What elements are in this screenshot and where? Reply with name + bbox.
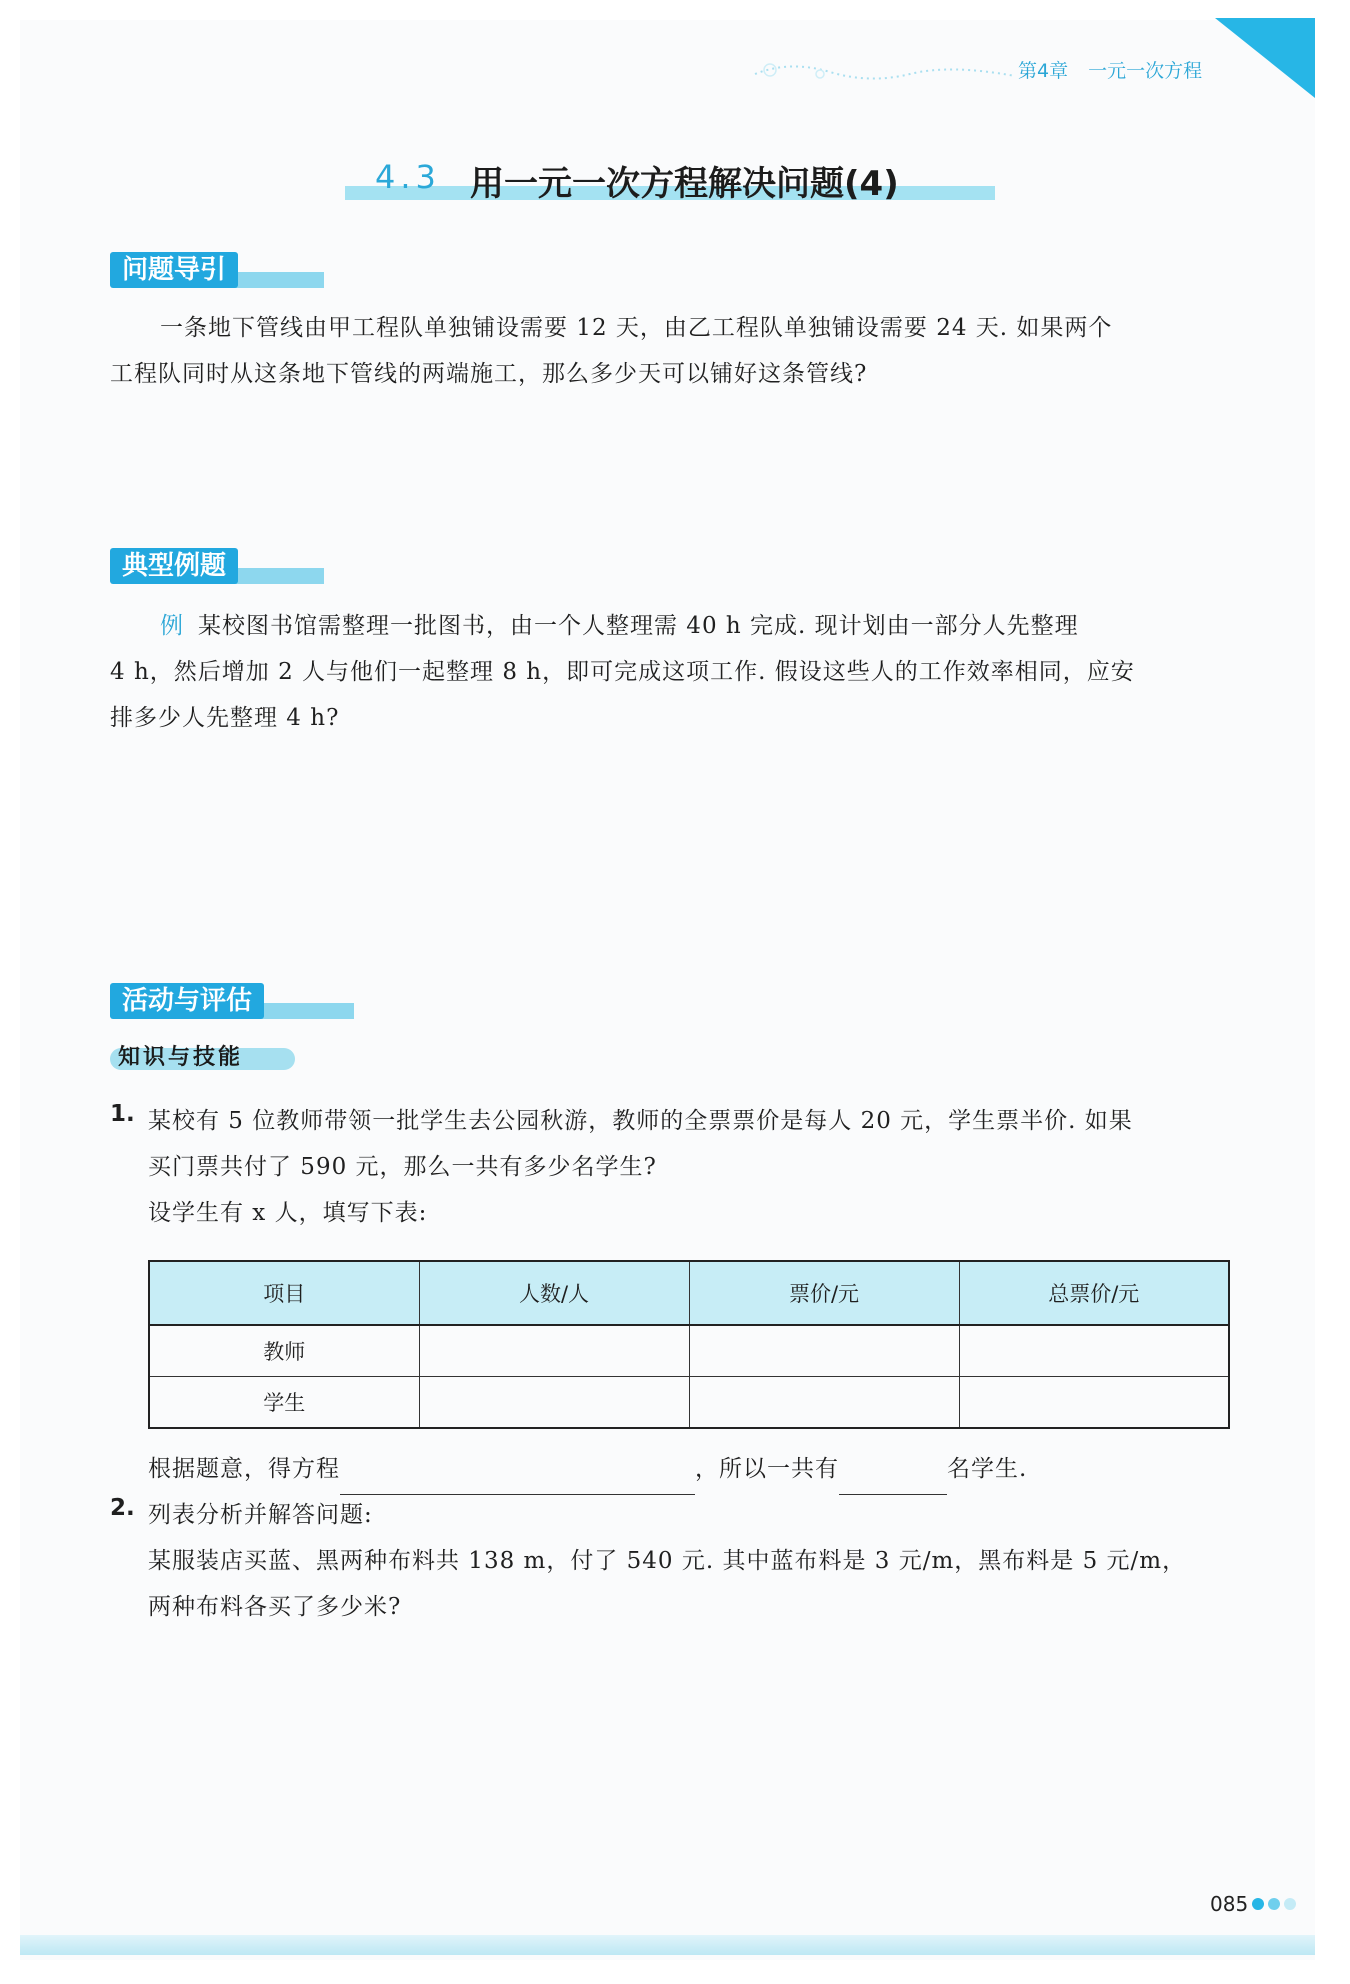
- q2-line-3: 两种布料各买了多少米?: [148, 1594, 402, 1620]
- example-label: 例: [160, 613, 184, 639]
- blank-cell[interactable]: [419, 1377, 689, 1429]
- question-2-number: 2.: [110, 1495, 135, 1521]
- row-label: 学生: [149, 1377, 419, 1429]
- lesson-title: [345, 156, 995, 204]
- example-line-1: [110, 603, 1245, 649]
- intro-line-1: 一条地下管线由甲工程队单独铺设需要 12 天，由乙工程队单独铺设需要 24 天. 如果两个: [160, 315, 1113, 341]
- fill-prefix: 根据题意，得方程: [148, 1456, 340, 1482]
- chapter-number: 第4章: [1018, 60, 1069, 82]
- q1-line-3: 设学生有 x 人，填写下表:: [148, 1200, 428, 1226]
- blank-cell[interactable]: [689, 1325, 959, 1377]
- question-2-text: [110, 1492, 1245, 1630]
- blank-cell[interactable]: [419, 1325, 689, 1377]
- table-row: [149, 1377, 1229, 1429]
- q1-fill-sentence: [148, 1446, 1245, 1495]
- example-line-2: 4 h，然后增加 2 人与他们一起整理 8 h，即可完成这项工作. 假设这些人的工作效率相同，应安: [110, 659, 1135, 685]
- fill-suffix: 名学生.: [947, 1456, 1028, 1482]
- page-number: 085: [1210, 1892, 1249, 1916]
- table-row: [149, 1325, 1229, 1377]
- subtab-label: 知识与技能: [118, 1045, 244, 1070]
- tab-label: 问题导引: [110, 252, 238, 288]
- intro-line-2: 工程队同时从这条地下管线的两端施工，那么多少天可以铺好这条管线?: [110, 361, 868, 387]
- chapter-title: 一元一次方程: [1088, 60, 1203, 82]
- count-blank[interactable]: [839, 1448, 947, 1495]
- row-label: 教师: [149, 1325, 419, 1377]
- example-line-3: 排多少人先整理 4 h?: [110, 705, 340, 731]
- tab-label: 活动与评估: [110, 983, 264, 1019]
- blank-cell[interactable]: [689, 1377, 959, 1429]
- equation-blank[interactable]: [340, 1448, 695, 1495]
- q2-line-1: 列表分析并解答问题:: [148, 1502, 373, 1528]
- section-tab-intro: [110, 252, 325, 292]
- question-1-text: [110, 1098, 1245, 1236]
- example-paragraph: [110, 603, 1245, 741]
- chapter-header: [1018, 56, 1202, 83]
- section-tab-activity: [110, 983, 355, 1023]
- q1-fill-line: [110, 1446, 1245, 1495]
- bottom-band: [20, 1935, 1315, 1955]
- section-tab-example: [110, 548, 325, 588]
- table-header-cell: 人数/人: [419, 1261, 689, 1325]
- ticket-table: [148, 1260, 1230, 1429]
- lesson-number: 4.3: [375, 158, 441, 196]
- page-dot-3: [1284, 1898, 1296, 1910]
- table-header-cell: 项目: [149, 1261, 419, 1325]
- page-dot-1: [1252, 1898, 1264, 1910]
- header-dotted-curve: [750, 60, 1020, 86]
- tab-label: 典型例题: [110, 548, 238, 584]
- lesson-title-text: 用一元一次方程解决问题(4): [470, 164, 899, 204]
- q1-line-2: 买门票共付了 590 元，那么一共有多少名学生?: [148, 1154, 657, 1180]
- table-header-row: [149, 1261, 1229, 1325]
- intro-paragraph: [110, 305, 1245, 397]
- table-header-cell: 总票价/元: [959, 1261, 1229, 1325]
- q1-line-1: 某校有 5 位教师带领一批学生去公园秋游，教师的全票票价是每人 20 元，学生票半价. 如果: [148, 1108, 1133, 1134]
- table-header-cell: 票价/元: [689, 1261, 959, 1325]
- example-text-1: 某校图书馆需整理一批图书，由一个人整理需 40 h 完成. 现计划由一部分人先整理: [198, 613, 1079, 639]
- blank-cell[interactable]: [959, 1377, 1229, 1429]
- page-dot-2: [1268, 1898, 1280, 1910]
- subtab-skills: [110, 1040, 295, 1072]
- blank-cell[interactable]: [959, 1325, 1229, 1377]
- fill-middle: ，所以一共有: [695, 1456, 839, 1482]
- question-1-number: 1.: [110, 1101, 135, 1127]
- q2-line-2: 某服装店买蓝、黑两种布料共 138 m，付了 540 元. 其中蓝布料是 3 元/m，黑布料是 5 元/m，: [148, 1548, 1187, 1574]
